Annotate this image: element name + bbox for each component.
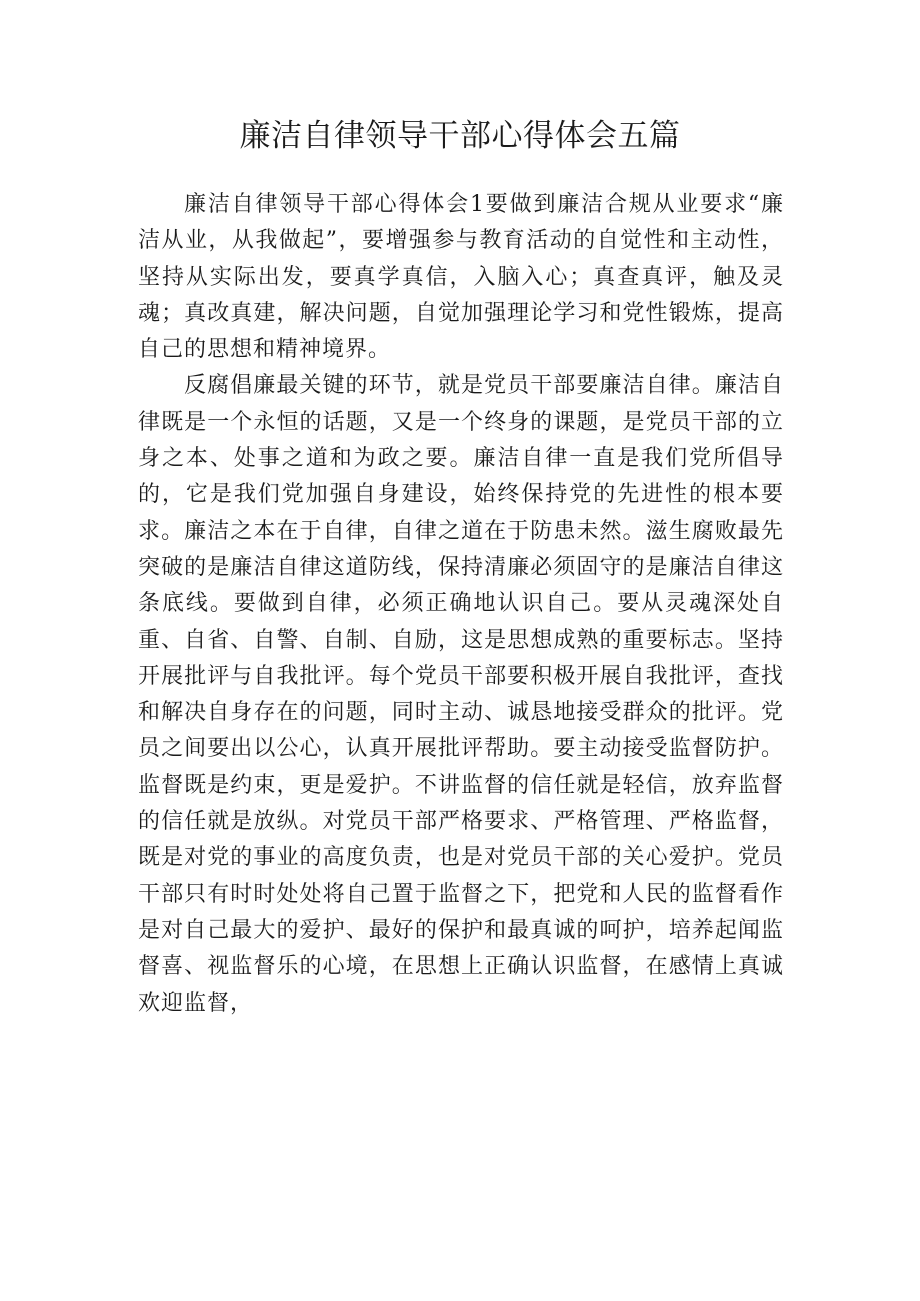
document-title: 廉洁自律领导干部心得体会五篇 [239, 118, 681, 154]
document-body [138, 187, 784, 1022]
paragraph: 廉洁自律领导干部心得体会1要做到廉洁合规从业要求“廉洁从业，从我做起”，要增强参与教育活动的自觉性和主动性，坚持从实际出发，要真学真信，入脑入心；真查真评，触及灵魂；真改真建，解决问题，自觉加强理论学习和党性锻炼，提高自己的思想和精神境界。 [138, 192, 784, 363]
paragraph: 反腐倡廉最关键的环节，就是党员干部要廉洁自律。廉洁自律既是一个永恒的话题，又是一个终身的课题，是党员干部的立身之本、处事之道和为政之要。廉洁自律一直是我们党所倡导的，它是我们党加强自身建设，始终保持党的先进性的根本要求。廉洁之本在于自律，自律之道在于防患未然。滋生腐败最先突破的是廉洁自律这道防线，保持清廉必须固守的是廉洁自律这条底线。要做到自律，必须正确地认识自己。要从灵魂深处自重、自省、自警、自制、自励，这是思想成熟的重要标志。坚持开展批评与自我批评。每个党员干部要积极开展自我批评，查找和解决自身存在的问题，同时主动、诚恳地接受群众的批评。党员之间要出以公心，认真开展批评帮助。要主动接受监督防护。监督既是约束，更是爱护。不讲监督的信任就是轻信，放弃监督的信任就是放纵。对党员干部严格要求、严格管理、严格监督，既是对党的事业的高度负责，也是对党员干部的关心爱护。党员干部只有时时处处将自己置于监督之下，把党和人民的监督看作是对自己最大的爱护、最好的保护和最真诚的呵护，培养起闻监督喜、视监督乐的心境，在思想上正确认识监督，在感情上真诚欢迎监督， [138, 373, 784, 1016]
